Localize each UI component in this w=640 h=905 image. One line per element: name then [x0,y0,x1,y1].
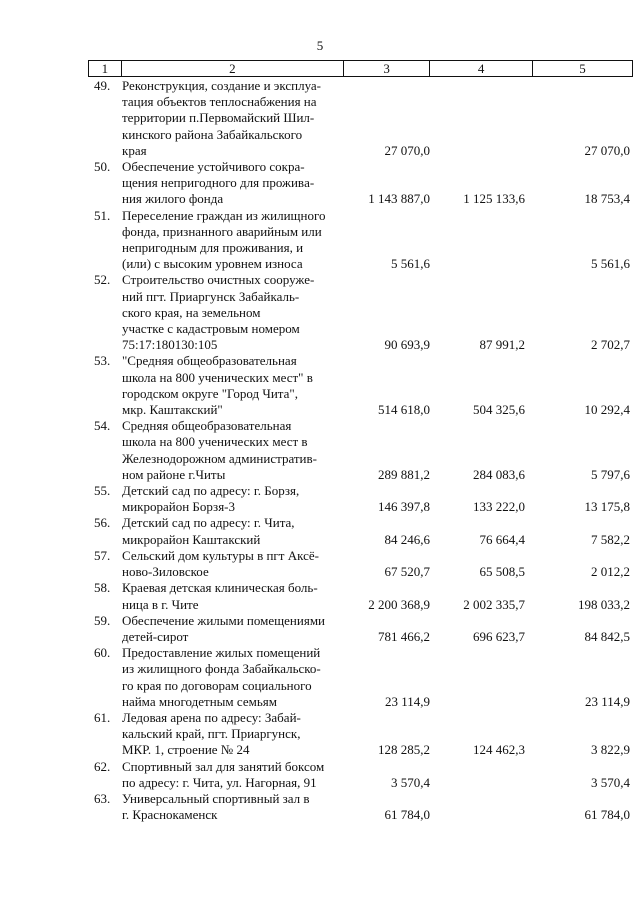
value-column-3: 90 693,9 [384,337,430,353]
description-line: территории п.Первомайский Шил- [122,110,315,126]
row-number: 58. [94,580,111,596]
table-row [0,645,640,710]
value-column-5: 10 292,4 [584,402,630,418]
description-line: из жилищного фонда Забайкальско- [122,661,321,677]
description-line: Средняя общеобразовательная [122,418,292,434]
column-header-2: 2 [121,61,343,77]
value-column-5: 2 012,2 [591,564,630,580]
description-line: кальский край, пгт. Приаргунск, [122,726,301,742]
description-line: Обеспечение устойчивого сокра- [122,159,305,175]
table-row [0,548,640,580]
description-line: Спортивный зал для занятий боксом [122,758,325,774]
description-line: школа на 800 ученических мест" в [122,369,313,385]
description-line: Обеспечение жилыми помещениями [122,612,325,628]
page-number: 5 [316,38,324,53]
table-row [0,613,640,645]
row-description [122,515,344,547]
value-column-4: 65 508,5 [479,564,525,580]
value-column-5: 2 702,7 [591,337,630,353]
value-column-3: 61 784,0 [384,807,430,823]
row-description [122,645,344,710]
description-line: Ледовая арена по адресу: Забай- [122,709,301,725]
description-line: участке с кадастровым номером [122,321,300,337]
value-column-3: 289 881,2 [378,466,430,482]
row-number: 51. [94,207,111,223]
description-line: (или) с высоким уровнем износа [122,256,303,272]
value-column-3: 23 114,9 [384,693,430,709]
description-line: мкр. Каштакский" [122,402,223,418]
description-line: фонда, признанного аварийным или [122,223,322,239]
table-row [0,710,640,759]
table-row [0,272,640,353]
description-line: найма многодетным семьям [122,693,277,709]
value-column-4: 284 083,6 [473,466,525,482]
value-column-3: 128 285,2 [378,742,430,758]
value-column-5: 84 842,5 [584,628,630,644]
description-line: ния жилого фонда [122,191,224,207]
row-description [122,208,344,273]
description-line: ном районе г.Читы [122,466,226,482]
row-description [122,159,344,208]
column-header-4: 4 [430,61,533,77]
description-line: тация объектов теплоснабжения на [122,94,317,110]
description-line: "Средняя общеобразовательная [122,353,297,369]
row-description [122,548,344,580]
description-line: МКР. 1, строение № 24 [122,742,250,758]
row-description [122,78,344,159]
value-column-5: 23 114,9 [584,693,630,709]
row-number: 62. [94,758,111,774]
row-number: 61. [94,709,111,725]
value-column-5: 61 784,0 [584,807,630,823]
row-description [122,483,344,515]
description-line: ница в г. Чите [122,596,199,612]
table-row [0,208,640,273]
table-row [0,791,640,823]
column-header-3: 3 [344,61,430,77]
table-body [0,78,640,823]
row-number: 63. [94,790,111,806]
value-column-5: 5 797,6 [591,466,630,482]
value-column-4: 504 325,6 [473,402,525,418]
table-row [0,353,640,418]
description-line: детей-сирот [122,628,189,644]
description-line: края [122,142,147,158]
table-row [0,418,640,483]
value-column-3: 1 143 887,0 [368,191,430,207]
value-column-3: 5 561,6 [391,256,430,272]
row-number: 49. [94,78,111,93]
description-line: 75:17:180130:105 [122,337,218,353]
description-line: Детский сад по адресу: г. Чита, [122,515,295,531]
description-line: микрорайон Борзя-3 [122,499,236,515]
value-column-4: 124 462,3 [473,742,525,758]
column-header-table [88,60,633,77]
row-number: 56. [94,515,111,531]
description-line: го края по договорам социального [122,677,312,693]
value-column-4: 133 222,0 [473,499,525,515]
description-line: щения непригодного для проживa- [122,175,315,191]
table-row [0,159,640,208]
description-line: Строительство очистных сооруже- [122,272,315,288]
description-line: кинского района Забайкальского [122,126,303,142]
description-line: микрорайон Каштакский [122,531,261,547]
row-number: 52. [94,272,111,288]
row-number: 55. [94,483,111,499]
value-column-3: 3 570,4 [391,774,430,790]
description-line: ского края, на земельном [122,304,261,320]
value-column-5: 18 753,4 [584,191,630,207]
value-column-5: 3 822,9 [591,742,630,758]
value-column-5: 198 033,2 [578,596,630,612]
row-description [122,613,344,645]
row-number: 59. [94,612,111,628]
row-description [122,759,344,791]
description-line: Детский сад по адресу: г. Борзя, [122,483,300,499]
value-column-3: 781 466,2 [378,628,430,644]
row-number: 53. [94,353,111,369]
value-column-5: 27 070,0 [584,142,630,158]
description-line: городском округе "Город Чита", [122,385,298,401]
description-line: школа на 800 ученических мест в [122,434,308,450]
description-line: непригодным для проживания, и [122,240,304,256]
description-line: ново-Зиловское [122,564,209,580]
value-column-3: 2 200 368,9 [368,596,430,612]
value-column-4: 87 991,2 [479,337,525,353]
table-row [0,759,640,791]
description-line: Реконструкция, создание и эксплуа- [122,78,321,93]
row-number: 60. [94,645,111,661]
row-description [122,580,344,612]
row-description [122,353,344,418]
description-line: г. Краснокаменск [122,807,218,823]
row-number: 50. [94,159,111,175]
description-line: Сельский дом культуры в пгт Аксё- [122,547,319,563]
value-column-4: 1 125 133,6 [463,191,525,207]
value-column-5: 3 570,4 [591,774,630,790]
table-row [0,515,640,547]
row-description [122,272,344,353]
value-column-4: 76 664,4 [479,531,525,547]
value-column-4: 696 623,7 [473,628,525,644]
table-row [0,78,640,159]
row-description [122,710,344,759]
description-line: Переселение граждан из жилищного [122,207,326,223]
value-column-3: 67 520,7 [384,564,430,580]
column-header-5: 5 [533,61,633,77]
value-column-3: 146 397,8 [378,499,430,515]
row-number: 54. [94,418,111,434]
row-description [122,791,344,823]
row-description [122,418,344,483]
value-column-5: 13 175,8 [584,499,630,515]
value-column-3: 84 246,6 [384,531,430,547]
value-column-4: 2 002 335,7 [463,596,525,612]
description-line: Универсальный спортивный зал в [122,790,310,806]
table-row [0,483,640,515]
row-number: 57. [94,547,111,563]
value-column-5: 5 561,6 [591,256,630,272]
value-column-5: 7 582,2 [591,531,630,547]
value-column-3: 514 618,0 [378,402,430,418]
description-line: Предоставление жилых помещений [122,645,321,661]
description-line: Краевая детская клиническая боль- [122,580,318,596]
column-header-1: 1 [89,61,122,77]
description-line: по адресу: г. Чита, ул. Нагорная, 91 [122,774,317,790]
description-line: ний пгт. Приаргунск Забайкаль- [122,288,300,304]
value-column-3: 27 070,0 [384,142,430,158]
table-row [0,580,640,612]
description-line: Железнодорожном административ- [122,450,317,466]
